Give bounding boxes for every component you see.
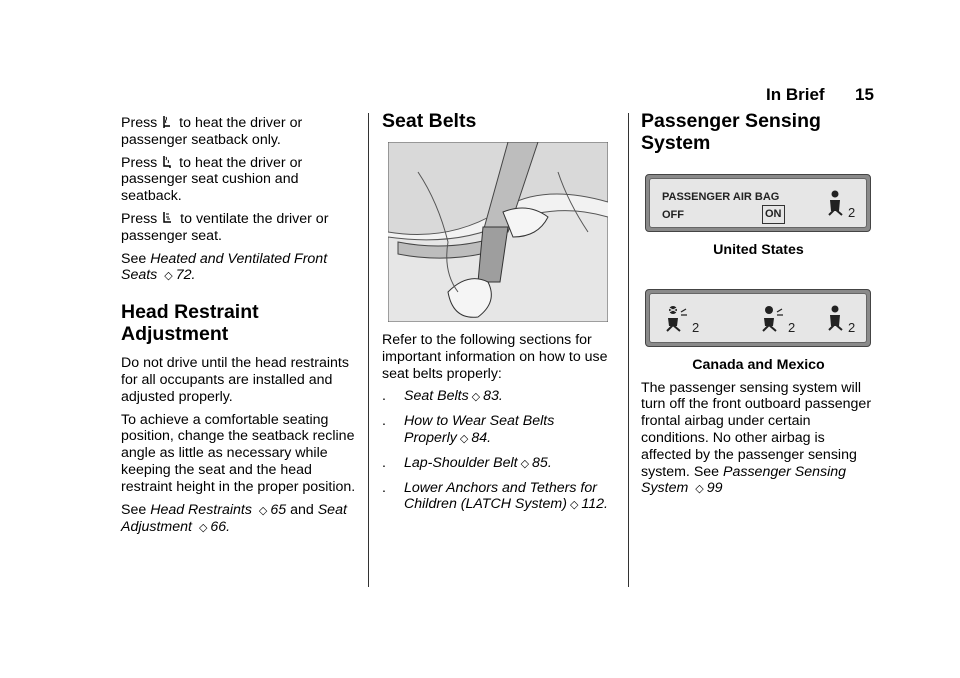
panel-on-label: ON (762, 205, 785, 224)
reference-link[interactable]: Passenger Sensing System (641, 463, 847, 497)
paragraph: Press to heat the driver or passenger seatback only. (121, 115, 303, 148)
column-1 (121, 115, 357, 543)
caption-us: United States (713, 242, 804, 258)
page-ref-icon: ◇ (471, 391, 481, 404)
passenger-seatbelt-icon (826, 189, 846, 219)
see-reference: See Head Restraints ◇ 65 and Seat Adjustment ◇ 66. (121, 501, 347, 536)
column-divider (628, 113, 629, 587)
airbag-status-panel-canada-mexico: 2 2 2 (645, 289, 871, 347)
reference-link[interactable]: Lap-Shoulder Belt (404, 454, 518, 471)
page-ref-icon: ◇ (198, 522, 208, 535)
bullet: . (382, 454, 386, 471)
reference-list (382, 388, 617, 514)
passenger-seatbelt-icon (826, 304, 846, 334)
page-ref-icon: ◇ (569, 499, 579, 512)
seat-belt-drawing (388, 142, 608, 322)
seatback-heat-icon (162, 115, 171, 129)
bullet: . (382, 388, 386, 405)
panel-label: PASSENGER AIR BAG (662, 191, 780, 203)
paragraph: The passenger sensing system will turn off the front outboard passenger frontal airbag under certain conditions. No other airbag is affected by the passenger sensing system. See Passenger Sensing System ◇ 99 (641, 379, 872, 497)
reference-link[interactable]: Seat Belts (404, 388, 469, 405)
page-ref-icon: ◇ (164, 270, 173, 283)
heading-head-restraint: Head Restraint Adjustment (121, 301, 259, 346)
caption-canada-mexico: Canada and Mexico (692, 356, 825, 373)
list-item: . Lower Anchors and Tethers for Children (LATCH System) ◇ 112. (382, 479, 608, 513)
paragraph: To achieve a comfortable seating position, change the seatback recline angle as little as necessary while keeping the seat and the head restraint height in the proper position. (121, 411, 356, 495)
paragraph: Press to heat the driver or passenger seat cushion and seatback. (121, 154, 303, 205)
paragraph: Press to ventilate the driver or passenger seat. (121, 210, 329, 244)
page-ref-icon: ◇ (695, 483, 704, 496)
reference-link[interactable]: Seat Adjustment (121, 501, 347, 536)
heading-passenger-sensing: Passenger Sensing System (641, 110, 821, 154)
page-ref-icon: ◇ (258, 504, 268, 517)
page-ref-icon: ◇ (520, 457, 530, 470)
paragraph: Do not drive until the head restraints for all occupants are installed and adjusted properly. (121, 355, 349, 405)
reference-link[interactable]: Lower Anchors and Tethers for Children (LATCH System) (404, 479, 597, 513)
airbag-status-panel-us: PASSENGER AIR BAG OFF ON 2 (645, 174, 871, 232)
airbag-on-icon (760, 304, 786, 334)
paragraph: Refer to the following sections for important information on how to use seat belts properly: (382, 332, 608, 382)
reference-link[interactable]: How to Wear Seat Belts Properly (404, 413, 555, 446)
page-number: 15 (855, 85, 874, 104)
reference-link[interactable]: Head Restraints (150, 501, 252, 518)
bullet: . (382, 413, 386, 430)
column-3 (641, 110, 876, 504)
seat-belt-illustration (388, 142, 608, 322)
bullet: . (382, 479, 386, 496)
seat-ventilate-icon (162, 211, 172, 225)
list-item: . How to Wear Seat Belts Properly ◇ 84. (382, 413, 555, 446)
list-item: . Lap-Shoulder Belt ◇ 85. (382, 454, 552, 471)
airbag-off-icon (664, 304, 690, 334)
column-divider (368, 113, 369, 587)
list-item: . Seat Belts ◇ 83. (382, 388, 503, 405)
reference-link[interactable]: Heated and Ventilated Front Seats (121, 250, 328, 284)
page-ref-icon: ◇ (459, 432, 469, 445)
see-reference: See Heated and Ventilated Front Seats ◇ 72. (121, 250, 328, 284)
section-title: In Brief (766, 85, 825, 104)
seat-heat-icon (162, 155, 171, 169)
column-2 (382, 110, 617, 521)
panel-off-label: OFF (662, 209, 684, 221)
heading-seat-belts: Seat Belts (382, 110, 477, 132)
